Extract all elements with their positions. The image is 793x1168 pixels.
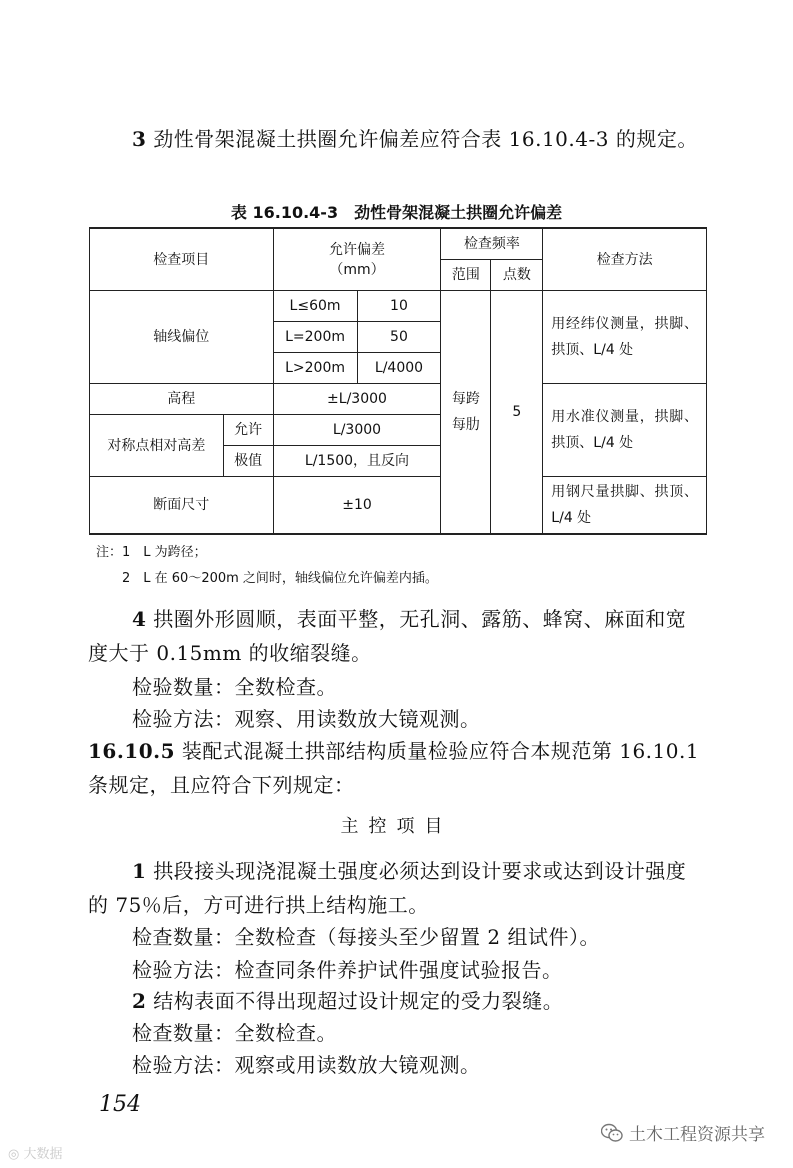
paragraph-item-3 xyxy=(88,122,706,156)
watermark-right-text: 土木工程资源共享 xyxy=(629,1125,765,1145)
item-number: 3 xyxy=(132,127,147,151)
note-1: 注：1 L 为跨径； xyxy=(96,545,207,560)
check-method-2: 检验方法：检查同条件养护试件强度试验报告。 xyxy=(132,958,563,982)
axis-val-3: L/4000 xyxy=(357,353,441,384)
clause-number: 16.10.5 xyxy=(88,739,176,763)
watermark-left-text: 大数据 xyxy=(23,1147,63,1162)
watermark-logo-icon: ◎ xyxy=(8,1147,20,1162)
tolerance-table xyxy=(89,227,707,535)
table-notes xyxy=(96,540,438,592)
clause-16-10-5 xyxy=(88,734,706,802)
elevation-val: ±L/3000 xyxy=(273,384,441,415)
item-text: 结构表面不得出现超过设计规定的受力裂缝。 xyxy=(146,989,564,1013)
symmetric-limit-val: L/1500，且反向 xyxy=(273,446,441,477)
check-method-3: 检验方法：观察或用读数放大镜观测。 xyxy=(132,1053,481,1077)
item-text: 劲性骨架混凝土拱圈允许偏差应符合表 16.10.4-3 的规定。 xyxy=(146,127,698,151)
paragraph-item-1 xyxy=(88,854,706,922)
header-range: 范围 xyxy=(441,260,491,291)
section-label: 断面尺寸 xyxy=(90,477,274,535)
main-control-heading: 主控项目 xyxy=(340,816,453,837)
item-number: 1 xyxy=(132,859,147,883)
watermark-left xyxy=(8,1143,63,1162)
axis-method: 用经纬仪测量，拱脚、拱顶、L/4 处 xyxy=(543,291,707,384)
section-val: ±10 xyxy=(273,477,441,535)
header-allow xyxy=(273,228,441,291)
axis-label: 轴线偏位 xyxy=(90,291,274,384)
header-item: 检查项目 xyxy=(90,228,274,291)
axis-cond-1: L≤60m xyxy=(273,291,357,322)
item-number: 4 xyxy=(132,607,147,631)
freq-points: 5 xyxy=(491,291,543,535)
section-method: 用钢尺量拱脚、拱顶、L/4 处 xyxy=(543,477,707,535)
axis-cond-2: L=200m xyxy=(273,322,357,353)
level-method: 用水准仪测量，拱脚、拱顶、L/4 处 xyxy=(543,384,707,477)
check-method-1: 检验方法：观察、用读数放大镜观测。 xyxy=(132,707,481,731)
check-quantity-2: 检查数量：全数检查（每接头至少留置 2 组试件）。 xyxy=(132,925,600,949)
page-number: 154 xyxy=(99,1092,141,1117)
check-quantity-1: 检验数量：全数检查。 xyxy=(132,675,337,699)
symmetric-label: 对称点相对高差 xyxy=(90,415,224,477)
watermark-right xyxy=(601,1120,765,1145)
paragraph-item-2 xyxy=(88,984,706,1018)
wechat-icon xyxy=(601,1123,623,1143)
clause-text: 装配式混凝土拱部结构质量检验应符合本规范第 16.10.1 条规定，且应符合下列规定： xyxy=(88,739,700,797)
header-method: 检查方法 xyxy=(543,228,707,291)
symmetric-allow-val: L/3000 xyxy=(273,415,441,446)
table-caption: 表 16.10.4-3 劲性骨架混凝土拱圈允许偏差 xyxy=(230,203,563,222)
header-freq: 检查频率 xyxy=(441,228,543,260)
header-allow-unit: （mm） xyxy=(329,261,385,278)
axis-val-2: 50 xyxy=(357,322,441,353)
check-quantity-3: 检查数量：全数检查。 xyxy=(132,1021,337,1045)
symmetric-allow-label: 允许 xyxy=(223,415,273,446)
freq-range-text: 每跨每肋 xyxy=(451,391,480,433)
note-2: 2 L 在 60～200m 之间时，轴线偏位允许偏差内插。 xyxy=(96,571,438,586)
freq-range xyxy=(441,291,491,535)
header-points: 点数 xyxy=(491,260,543,291)
elevation-label: 高程 xyxy=(90,384,274,415)
axis-val-1: 10 xyxy=(357,291,441,322)
item-text: 拱段接头现浇混凝土强度必须达到设计要求或达到设计强度的 75％后，方可进行拱上结构施工。 xyxy=(88,859,687,917)
paragraph-item-4 xyxy=(88,602,706,670)
axis-cond-3: L>200m xyxy=(273,353,357,384)
symmetric-limit-label: 极值 xyxy=(223,446,273,477)
header-allow-label: 允许偏差 xyxy=(328,241,385,258)
item-text: 拱圈外形圆顺，表面平整，无孔洞、露筋、蜂窝、麻面和宽度大于 0.15mm 的收缩裂缝。 xyxy=(88,607,687,665)
item-number: 2 xyxy=(132,989,147,1013)
